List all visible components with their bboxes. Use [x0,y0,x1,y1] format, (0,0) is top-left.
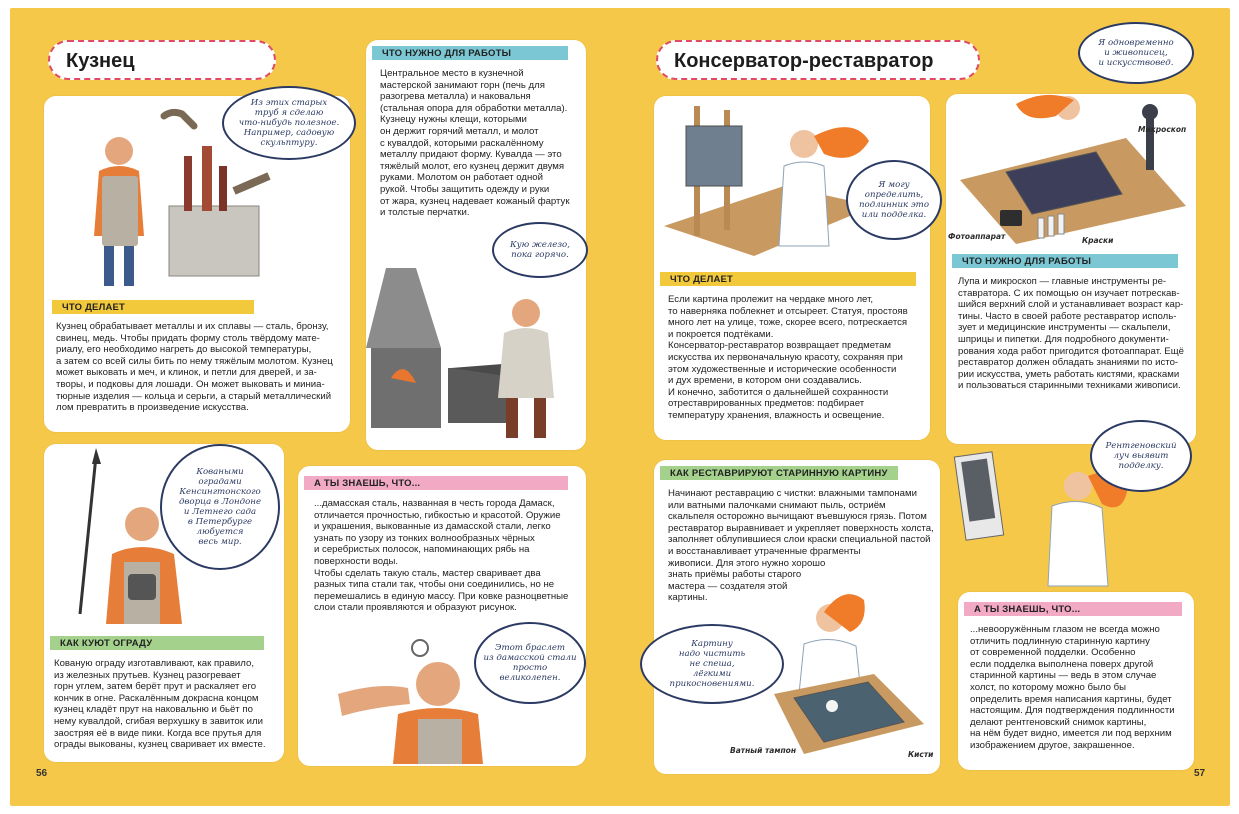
card-did-you-know-left [298,466,586,766]
speech-bubble-fence: Коваными оградами Кенсингтонского дворца в Лондоне и Летнего сада в Петербурге любуется весь мир. [160,444,280,570]
worktable-illustration [946,94,1196,252]
label-what-does: ЧТО ДЕЛАЕТ [52,300,254,314]
card-what-needed-restorer [946,94,1196,444]
page-number-left: 56 [36,768,48,779]
label-what-needed: ЧТО НУЖНО ДЛЯ РАБОТЫ [372,46,568,60]
text-what-does: Кузнец обрабатывает металлы и их сплавы — сталь, бронзу, свинец, медь. Чтобы придать форму столь твёрдому мате- риалу, его необходимо нагреть до высокой температуры, а затем со всей силы бить по нему тяжёлым молотом. Кузнец может выковать и меч, и клинок, и петли для дверей, и за- творы, и подковы для лошади. Он может выковать и миниа- тюрные изделия — кольца и серьги, а старый металлический лом превратить в произведение искусства. [56,321,333,414]
caption-swab: Ватный тампон [730,746,797,755]
speech-bubble-forge: Кую железо, пока горячо. [492,222,588,278]
text-did-you-know-left: ...дамасская сталь, названная в честь города Дамаск, отличается прочностью, гибкостью и красотой. Оружие и украшения, выкованные из дамасской стали, легко узнать по узору из тонких волнообразных чёрных и серебристых полосок, напоминающих рябь на поверхности воды. Чтобы сделать такую сталь, мастер сваривает два разных типа стали так, чтобы они соединились, но не перемешались в единую массу. При ковке разноцветные слои стали проявляются и образуют рисунок. [314,498,569,614]
text-how-restore: Начинают реставрацию с чистки: влажными тампонами или ватными палочками снимают пыль, остриём скальпеля осторожно вычищают въевшуюся грязь. Потом реставратор выравнивает и укрепляет поверхность холста, заполняет облупившиеся слои краски специальной пастой и восстанавливает утраченные фрагменты живописи. Для этого нужно хорошо знать приёмы работы старого мастера — создателя этой картины. [668,488,934,604]
caption-microscope: Микроскоп [1138,125,1187,134]
caption-brushes: Кисти [908,750,934,759]
label-fence: КАК КУЮТ ОГРАДУ [50,636,264,650]
page-number-right: 57 [1194,768,1206,779]
label-did-you-know-left: А ТЫ ЗНАЕШЬ, ЧТО... [304,476,568,490]
text-what-needed: Центральное место в кузнечной мастерской занимают горн (печь для разогрева металла) и наковальня (стальная опора для обработки металла). Кузнецу нужны клещи, которыми он держит горячий металл, и молот с кувалдой, которыми раскалённому металлу придают форму. Кувалда — это тяжёлый молот, его кузнец держит двумя руками. Молотом он работает одной рукой. Чтобы защитить одежду и руки от жара, кузнец надевает кожаный фартук и толстые перчатки. [380,68,570,219]
label-how-restore: КАК РЕСТАВРИРУЮТ СТАРИННУЮ КАРТИНУ [660,466,898,480]
speech-bubble-pipes: Из этих старых труб я сделаю что-нибудь полезное. Например, садовую скульптуру. [222,86,356,160]
label-what-needed-right: ЧТО НУЖНО ДЛЯ РАБОТЫ [952,254,1178,268]
speech-bubble-clean: Картину надо чистить не спеша, лёгкими прикосновениями. [640,624,784,704]
label-did-you-know-right: А ТЫ ЗНАЕШЬ, ЧТО... [964,602,1182,616]
text-fence: Кованую ограду изготавливают, как правило, из железных прутьев. Кузнец разогревает горн углем, затем берёт прут и раскаляет его кончик в огне. Раскалённым докрасна концом кузнец кладёт прут на наковальню и бьёт по нему кувалдой, сгибая верхушку в завиток или заостряя её в виде пики. Когда все прутья для ограды выкованы, кузнец сваривает их вместе. [54,658,266,751]
card-restorer-what-does [654,96,930,440]
card-did-you-know-right [958,592,1194,770]
speech-bubble-bracelet: Этот браслет из дамасской стали просто великолепен. [474,622,586,704]
speech-bubble-xray: Рентгеновский луч выявит подделку. [1090,420,1192,492]
caption-camera: Фотоаппарат [948,232,1006,241]
page-title-restorer: Консерватор-реставратор [656,40,980,80]
page-title-blacksmith: Кузнец [48,40,276,80]
forge-illustration [366,258,586,448]
text-what-needed-right: Лупа и микроскоп — главные инструменты ре- ставратора. С их помощью он изучает потрескав- шийся верхний слой и устанавливает возраст кар- тины. Часто в своей работе реставратор исполь- зует и медицинские инструменты — скальпели, шприцы и пипетки. Для подробного документи- рования хода работ пригодится фотоаппарат. Ещё реставратор должен обладать знаниями по исто- рии искусства, уметь работать кистями, красками и пользоваться старинными техниками живописи. [958,276,1184,392]
caption-paints: Краски [1082,236,1114,245]
card-how-restore [654,460,940,774]
label-what-does-right: ЧТО ДЕЛАЕТ [660,272,916,286]
text-did-you-know-right: ...невооружённым глазом не всегда можно отличить подлинную старинную картину от современной подделки. Особенно если подделка выполнена поверх другой старинной картины — ведь в этом случае холст, по которому можно было бы определить время написания картины, будет настоящим. Для подтверждения подлинности делают рентгеновский снимок картины, на нём будет видно, имеется ли под верхним изображением другое, закрашенное. [970,624,1175,751]
text-what-does-right: Если картина пролежит на чердаке много лет, то наверняка поблекнет и отсыреет. Статуя, простояв много лет на улице, тоже, скорее всего, потрескается и покроется подтёками. Консерватор-реставратор возвращает предметам искусства их первоначальную красоту, сохраняя при этом художественные и исторические особенности и дух времени, в котором они создавались. И конечно, заботится о дальнейшей сохранности отреставрированных предметов: подбирает температуру хранения, влажность и освещение. [668,294,908,421]
speech-bubble-original: Я могу определить, подлинник это или подделка. [846,160,942,240]
speech-bubble-painter: Я одновременно и живописец, и искусствовед. [1078,22,1194,84]
